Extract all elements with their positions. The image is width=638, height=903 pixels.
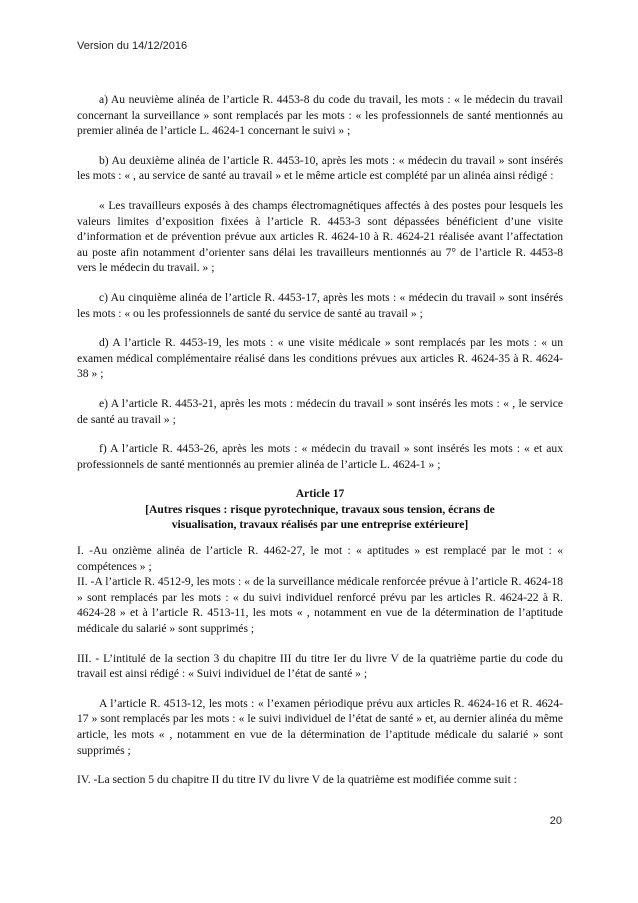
paragraph-e: e) A l’article R. 4453-21, après les mots : médecin du travail » sont insérés les mots : « , le service de santé au travail » ;	[77, 396, 563, 426]
paragraph-f: f) A l’article R. 4453-26, après les mots : « médecin du travail » sont insérés les mots : « et aux professionnels de santé mentionnés au premier alinéa de l’article L. 4624-1 » ;	[77, 442, 563, 471]
paragraph-a: a) Au neuvième alinéa de l’article R. 4453-8 du code du travail, les mots : « le médecin du travail concernant la surveillance » sont remplacés par les mots : « les professionnels de santé mentionnés au premier alinéa de l’article L. 4624-1 concernant le suivi » ;	[77, 93, 563, 138]
document-body	[77, 92, 563, 802]
paragraph-c: c) Au cinquième alinéa de l’article R. 4453-17, après les mots : « médecin du travail » sont insérés les mots : « ou les professionnels de santé du service de santé au travail » ;	[77, 290, 563, 320]
paragraph-b: b) Au deuxième alinéa de l’article R. 4453-10, après les mots : « médecin du travail » sont insérés les mots : « , au service de santé au travail » et le même article est complété par un alinéa ainsi rédigé :	[77, 153, 563, 183]
paragraph-iii: III. - L’intitulé de la section 3 du chapitre III du titre Ier du livre V de la quatrième partie du code du travail est ainsi rédigé : « Suivi individuel de l’état de santé » ;	[77, 651, 563, 681]
paragraph-iii-detail: A l’article R. 4513-12, les mots : « l’examen périodique prévu aux articles R. 4624-16 et R. 4624-17 » sont remplacés par les mots : « le suivi individuel de l’état de santé » et, au dernier alinéa du même article, les mots « , notamment en vue de la détermination de l’aptitude médicale du salarié » sont supprimés ;	[77, 696, 563, 757]
paragraph-i: I. -Au onzième alinéa de l’article R. 4462-27, le mot : « aptitudes » est remplacé par le mot : « compétences » ;	[77, 544, 563, 573]
paragraph-ii: II. -A l’article R. 4512-9, les mots : « de la surveillance médicale renforcée prévue à l’article R. 4624-18 » sont remplacés par les mots : « du suivi individuel renforcé prévu par les articles R. 4624-22 à R. 4624-28 » et à l’article R. 4513-11, les mots « , notamment en vue de la détermination de l’aptitude médicale du salarié » sont supprimés ;	[77, 575, 563, 636]
paragraph-iv: IV. -La section 5 du chapitre II du titre IV du livre V de la quatrième est modifiée comme suit :	[77, 773, 517, 787]
paragraph-d: d) A l’article R. 4453-19, les mots : « une visite médicale » sont remplacés par les mots : « un examen médical complémentaire réalisé dans les conditions prévues aux articles R. 4624-35 à R. 4624-38 » ;	[77, 336, 563, 381]
article-title: Article 17	[295, 487, 345, 501]
article-subtitle: [Autres risques : risque pyrotechnique, travaux sous tension, écrans de visualisation, travaux réalisés par une entreprise extérieure]	[145, 502, 495, 532]
article-heading	[77, 486, 563, 533]
paragraph-quote: « Les travailleurs exposés à des champs électromagnétiques affectés à des postes pour lesquels les valeurs limites d’exposition fixées à l’article R. 4453-3 sont dépassées bénéficient d’une visite d’information et de prévention prévue aux articles R. 4624-10 à R. 4624-21 réalisée avant l’affectation au poste afin notamment d’orienter sans délai les travailleurs mentionnés au 7° de l’article R. 4453-8 vers le médecin du travail. » ;	[77, 198, 563, 275]
page-number: 20	[549, 815, 562, 827]
version-header: Version du 14/12/2016	[77, 40, 188, 52]
